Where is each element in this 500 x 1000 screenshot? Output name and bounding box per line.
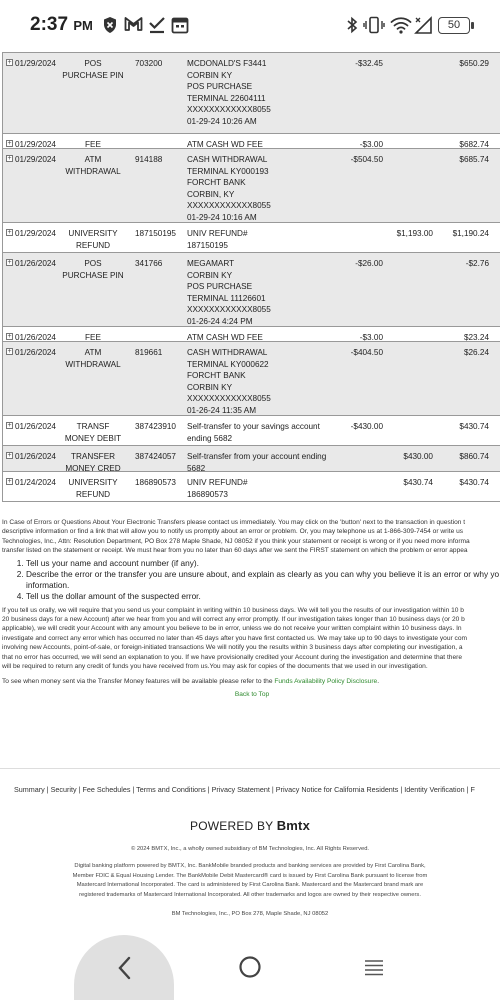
- transaction-description-line: 01-29-24 10:16 AM: [187, 212, 257, 222]
- transaction-type-line: FEE: [85, 140, 101, 149]
- disclosure-line: 20 business days for a new Account) after we hear from you and will correct any error promptly. If our investigation takes longer than 10 business days (or 20 b: [2, 616, 465, 624]
- transaction-type-line: PURCHASE PIN: [62, 270, 124, 280]
- transaction-description: [187, 477, 347, 500]
- transaction-balance: $1,190.24: [452, 229, 489, 238]
- transaction-ref: 914188: [135, 155, 163, 164]
- transaction-row[interactable]: [3, 223, 500, 253]
- calendar-icon: [171, 16, 189, 34]
- transaction-date: 01/26/2024: [15, 259, 56, 268]
- transaction-date: 01/29/2024: [15, 155, 56, 164]
- transaction-description-line: UNIV REFUND#: [187, 229, 248, 238]
- transaction-description-line: 01-26-24 11:35 AM: [187, 405, 257, 415]
- availability-suffix: .: [377, 678, 380, 686]
- transaction-date: 01/26/2024: [15, 348, 56, 357]
- transaction-type-line: UNIVERSITY: [68, 229, 118, 238]
- transaction-row[interactable]: [3, 327, 500, 342]
- transaction-ref: 387423910: [135, 422, 176, 431]
- check-icon: [148, 16, 166, 34]
- disclosure-line: applicable), we will credit your Account with any amount you believe to be in error, unless we do not receive your written complaint within 10 business days. In: [2, 625, 462, 633]
- transaction-ref: 819661: [135, 348, 163, 357]
- disclosure-line: In Case of Errors or Questions About Your Electronic Transfers please contact us immediately. You may click on the 'button' next to the transaction in question t: [2, 519, 466, 526]
- transaction-description-line: CORBIN, KY: [187, 189, 235, 199]
- transaction-description: [187, 154, 347, 224]
- powered-by: [0, 818, 500, 833]
- transaction-description-line: POS PURCHASE: [187, 82, 253, 92]
- transaction-description-line: TERMINAL KY000622: [187, 359, 269, 369]
- transaction-debit: -$404.50: [350, 348, 383, 357]
- footer-link[interactable]: Privacy Notice for California Residents: [275, 785, 399, 794]
- transaction-description-line: 186890573: [187, 489, 228, 499]
- transaction-ref: 187150195: [135, 229, 176, 238]
- transaction-description-line: CASH WITHDRAWAL: [187, 348, 268, 357]
- transaction-description: [187, 258, 347, 328]
- transaction-type: [55, 228, 131, 251]
- bmtx-logo: Bmtx: [276, 818, 310, 833]
- footer-divider: [0, 768, 500, 769]
- expand-icon[interactable]: +: [7, 140, 12, 147]
- legal-line: Mastercard International Incorporated. The card is administered by First Carolina Bank. Mastercard and the Mastercard brand mark are: [76, 882, 424, 888]
- transaction-type-line: PURCHASE PIN: [62, 70, 124, 80]
- shield-x-icon: [102, 16, 118, 34]
- transaction-description: [187, 421, 347, 444]
- footer-link[interactable]: Identity Verification: [404, 785, 465, 794]
- legal-line: Member FDIC & Equal Housing Lender. The BankMobile Debit Mastercard® card is issued by First Carolina Bank pursuant to license from: [72, 872, 428, 879]
- transaction-balance: $26.24: [463, 348, 489, 357]
- transaction-type-line: POS: [84, 59, 102, 68]
- disclosure-line: descriptive information or find a link that will allow you to notify us promptly about an error or problem. Or, you may telephone us at 1-866-309-7454 or write us: [2, 528, 464, 536]
- transactions-table: [2, 52, 500, 502]
- transaction-type-line: TRANSFER: [70, 452, 116, 461]
- transaction-date: 01/26/2024: [15, 452, 56, 461]
- footer-link[interactable]: Terms and Conditions: [136, 785, 206, 794]
- legal-text: [0, 862, 500, 900]
- transaction-balance: $23.24: [463, 333, 489, 342]
- footer-links: [0, 785, 500, 794]
- disclosure-list-item: information.: [26, 579, 70, 590]
- transaction-description-line: XXXXXXXXXXXX8055: [187, 394, 271, 404]
- transaction-description-line: 01-26-24 4:24 PM: [187, 316, 253, 326]
- transaction-description-line: MEGAMART: [187, 259, 235, 268]
- transaction-row[interactable]: [3, 253, 500, 327]
- error-disclosure: [2, 518, 500, 699]
- transfer-availability-note: [2, 677, 500, 686]
- link-separator: |: [130, 785, 137, 794]
- transaction-debit: -$32.45: [355, 59, 383, 68]
- disclosure-line: transfer listed on the statement or receipt. We must hear from you no later than 60 days after we sent the FIRST statement on which the problem or error appea: [2, 547, 468, 555]
- disclosure-line: that no error has occurred, we will send an explanation to you. If we have provisionally credited your Account during the investigation and determine that there: [2, 653, 462, 661]
- transaction-description-line: ATM CASH WD FEE: [187, 333, 263, 342]
- link-separator: |: [205, 785, 212, 794]
- expand-icon[interactable]: +: [7, 452, 12, 459]
- transaction-debit: -$504.50: [350, 155, 383, 164]
- disclosure-line: Technologies, Inc., Attn: Resolution Department, PO Box 278 Maple Shade, NJ 08052 if you think your statement or receipt is wrong or if you need more informa: [2, 537, 470, 545]
- transaction-row[interactable]: [3, 52, 500, 134]
- transaction-description-line: FORCHT BANK: [187, 178, 246, 188]
- disclosure-list: [26, 558, 500, 602]
- disclosure-line: investigate and correct any error which has occurred no later than 45 days after you have first contacted us. We may take up to 90 days to investigate your com: [2, 634, 467, 642]
- footer-link[interactable]: F: [470, 785, 475, 794]
- transaction-description-line: CASH WITHDRAWAL: [187, 155, 268, 164]
- transaction-type-line: TRANSF: [76, 422, 110, 431]
- back-to-top-link[interactable]: Back to Top: [234, 690, 270, 698]
- transaction-row[interactable]: [3, 416, 500, 446]
- recent-apps-icon[interactable]: [363, 958, 385, 978]
- transaction-description-line: 187150195: [187, 240, 228, 250]
- transaction-row[interactable]: [3, 446, 500, 472]
- transaction-type-line: MONEY DEBIT: [64, 433, 122, 443]
- transaction-credit: $1,193.00: [396, 229, 433, 238]
- transaction-date: 01/26/2024: [15, 333, 56, 342]
- transaction-description-line: Self-transfer to your savings account: [187, 422, 320, 431]
- transaction-description-line: 01-29-24 10:26 AM: [187, 116, 257, 126]
- transaction-type: [55, 421, 131, 444]
- signal-icon: [414, 16, 432, 34]
- transaction-description-line: TERMINAL 22604111: [187, 93, 266, 103]
- transaction-credit: $430.74: [403, 478, 433, 487]
- transaction-description-line: TERMINAL 11126601: [187, 293, 266, 303]
- transaction-date: 01/26/2024: [15, 422, 56, 431]
- transaction-date: 01/24/2024: [15, 478, 56, 487]
- transaction-type: [55, 154, 131, 177]
- expand-icon[interactable]: +: [7, 229, 12, 236]
- transaction-row[interactable]: [3, 134, 500, 149]
- disclosure-line: will be required to return any credit of funds you have received from us.You may ask for copies of the documents that we used in our investigation.: [2, 663, 428, 671]
- transaction-debit: -$26.00: [355, 259, 383, 268]
- transaction-description-line: Self-transfer from your account ending: [187, 452, 327, 461]
- transaction-description: [187, 228, 347, 251]
- transaction-type: [55, 477, 131, 500]
- transaction-type-line: POS: [84, 259, 102, 268]
- expand-icon[interactable]: +: [7, 333, 12, 340]
- transaction-date: 01/29/2024: [15, 229, 56, 238]
- disclosure-list-item: 1. Tell us your name and account number (if any).: [26, 558, 500, 569]
- transaction-description: [187, 58, 347, 128]
- status-time: [30, 14, 93, 36]
- transaction-type: [55, 258, 131, 281]
- expand-icon[interactable]: +: [7, 259, 12, 266]
- powered-by-text: POWERED BY: [190, 819, 274, 833]
- transaction-description-line: XXXXXXXXXXXX8055: [187, 105, 271, 115]
- transaction-balance: $682.74: [459, 140, 489, 149]
- transaction-description-line: POS PURCHASE: [187, 282, 253, 292]
- disclosure-investigation: [2, 606, 500, 672]
- transaction-date: 01/29/2024: [15, 140, 56, 149]
- transaction-credit: $430.00: [403, 452, 433, 461]
- transaction-row[interactable]: [3, 342, 500, 416]
- availability-prefix: To see when money sent via the Transfer Money features will be available please refer to the: [2, 678, 275, 686]
- transaction-description-line: UNIV REFUND#: [187, 478, 248, 487]
- transaction-description-line: TERMINAL KY000193: [187, 166, 269, 176]
- transaction-type: [55, 58, 131, 81]
- transaction-debit: -$430.00: [350, 422, 383, 431]
- disclosure-intro: [2, 518, 500, 556]
- legal-line: Digital banking platform powered by BMTX, Inc. BankMobile branded products and banking services are provided by First Carolina Bank,: [74, 863, 426, 869]
- link-separator: |: [269, 785, 276, 794]
- expand-icon[interactable]: +: [7, 348, 12, 355]
- transaction-debit: -$3.00: [359, 140, 383, 149]
- home-icon[interactable]: [238, 955, 262, 979]
- vibrate-icon: [363, 16, 385, 34]
- expand-icon[interactable]: +: [7, 155, 12, 162]
- funds-availability-link[interactable]: Funds Availability Policy Disclosure: [274, 678, 378, 686]
- transaction-date: 01/29/2024: [15, 59, 56, 68]
- expand-icon[interactable]: +: [7, 478, 12, 485]
- transaction-description-line: ending 5682: [187, 433, 233, 443]
- transaction-description: [187, 451, 347, 474]
- disclosure-list-item: 2. Describe the error or the transfer you are unsure about, and explain as clearly as you can why you believe it is an error or why yo: [26, 569, 500, 580]
- link-separator: |: [464, 785, 471, 794]
- transaction-balance: $650.29: [459, 59, 489, 68]
- transaction-description-line: CORBIN KY: [187, 270, 233, 280]
- status-bar: [0, 0, 500, 52]
- transaction-row[interactable]: [3, 149, 500, 223]
- link-separator: |: [398, 785, 405, 794]
- bluetooth-icon: [346, 16, 358, 34]
- transaction-ref: 703200: [135, 59, 163, 68]
- transaction-type-line: REFUND: [75, 489, 111, 499]
- footer-link[interactable]: Security: [50, 785, 77, 794]
- transaction-description-line: 5682: [187, 463, 206, 473]
- link-separator: |: [76, 785, 83, 794]
- transaction-balance: $430.74: [459, 478, 489, 487]
- company-address: BM Technologies, Inc., PO Box 278, Maple Shade, NJ 08052: [171, 911, 329, 917]
- transaction-description-line: CORBIN KY: [187, 382, 233, 392]
- wifi-icon: [390, 16, 412, 34]
- time-text: 2:37: [30, 14, 69, 35]
- transaction-type: [55, 451, 131, 474]
- transaction-type: [55, 347, 131, 370]
- transaction-type-line: UNIVERSITY: [68, 478, 118, 487]
- transaction-description: [187, 347, 347, 417]
- transaction-type-line: ATM: [84, 155, 102, 164]
- transaction-type-line: WITHDRAWAL: [65, 359, 121, 369]
- transaction-debit: -$3.00: [359, 333, 383, 342]
- footer-link[interactable]: Summary: [14, 785, 45, 794]
- transaction-description-line: CORBIN KY: [187, 70, 233, 80]
- transaction-ref: 387424057: [135, 452, 176, 461]
- transaction-balance: $860.74: [459, 452, 489, 461]
- transaction-ref: 341766: [135, 259, 163, 268]
- transaction-description-line: FORCHT BANK: [187, 371, 246, 381]
- gmail-icon: [124, 16, 143, 32]
- transaction-description-line: ATM CASH WD FEE: [187, 140, 263, 149]
- copyright: © 2024 BMTX, Inc., a wholly owned subsidiary of BM Technologies, Inc. All Rights Reserved.: [130, 846, 370, 852]
- transaction-balance: $430.74: [459, 422, 489, 431]
- transaction-type-line: ATM: [84, 348, 102, 357]
- footer-link[interactable]: Privacy Statement: [211, 785, 270, 794]
- transaction-type-line: REFUND: [75, 240, 111, 250]
- transaction-type-line: WITHDRAWAL: [65, 166, 121, 176]
- disclosure-line: If you tell us orally, we will require that you send us your complaint in writing within 10 business days. We will tell you the results of our investigation within 10 b: [2, 606, 464, 614]
- transaction-description-line: XXXXXXXXXXXX8055: [187, 305, 271, 315]
- expand-icon[interactable]: +: [7, 59, 12, 66]
- legal-line: registered trademarks of Mastercard International Incorporated. All other trademarks and logos are owned by their respective owners.: [79, 891, 421, 898]
- disclosure-list-item: 4. Tell us the dollar amount of the suspected error.: [26, 591, 500, 602]
- disclosure-line: involving new Accounts, point-of-sale, or foreign-initiated transactions We will notify you the results within 3 business days after completing our investigation, a: [2, 644, 463, 652]
- back-icon[interactable]: [115, 955, 135, 981]
- transaction-balance: -$2.76: [465, 259, 489, 268]
- transaction-type-line: FEE: [85, 333, 101, 342]
- ampm-text: PM: [73, 18, 93, 33]
- expand-icon[interactable]: +: [7, 422, 12, 429]
- transaction-ref: 186890573: [135, 478, 176, 487]
- footer-link[interactable]: Fee Schedules: [82, 785, 131, 794]
- transaction-row[interactable]: [3, 472, 500, 502]
- battery-icon: 50: [438, 17, 470, 34]
- transaction-description-line: XXXXXXXXXXXX8055: [187, 201, 271, 211]
- transaction-balance: $685.74: [459, 155, 489, 164]
- transaction-description-line: MCDONALD'S F3441: [187, 59, 267, 68]
- link-separator: |: [44, 785, 51, 794]
- transaction-type-line: MONEY CRED: [65, 463, 121, 473]
